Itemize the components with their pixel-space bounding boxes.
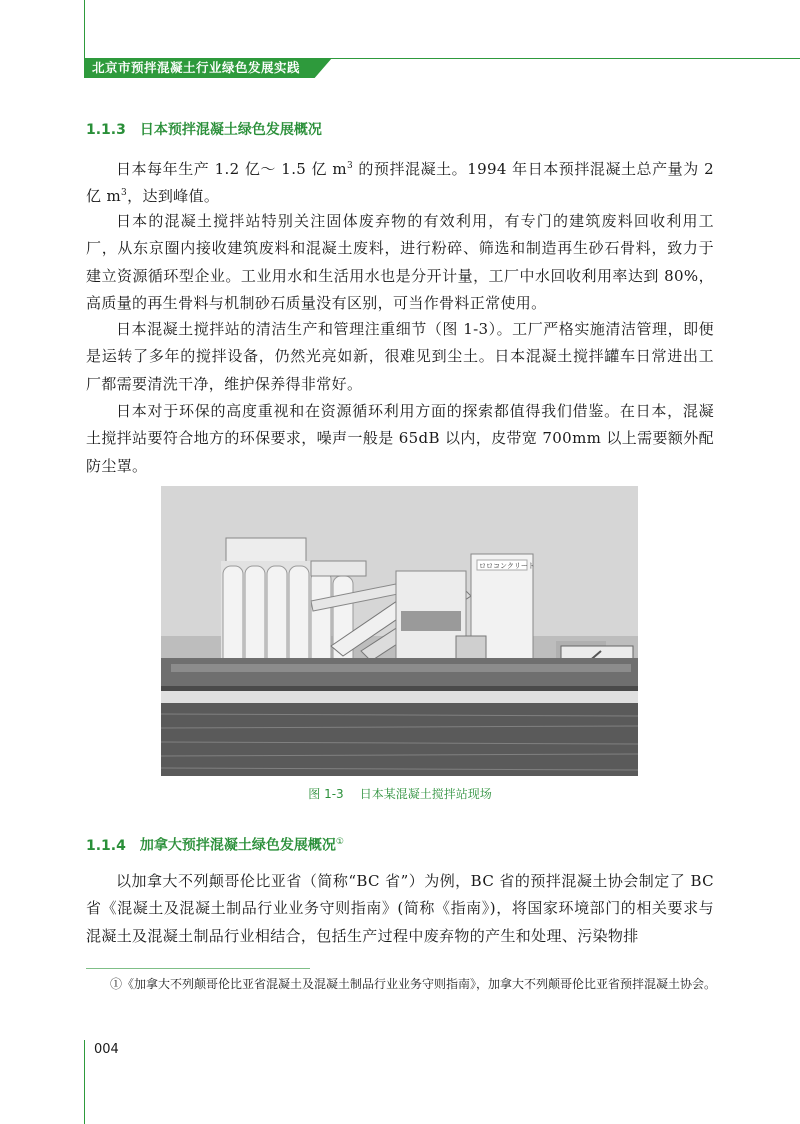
page-frame-top: [84, 0, 800, 58]
paragraph-production: [86, 156, 714, 211]
superscript: 3: [346, 161, 354, 171]
footnote: ①《加拿大不列颠哥伦比亚省混凝土及混凝土制品行业业务守则指南》，加拿大不列颠哥伦比亚省预拌混凝土协会。: [110, 977, 717, 991]
figure-caption: [0, 785, 800, 802]
section-title: 加拿大预拌混凝土绿色发展概况: [139, 837, 336, 854]
page-number: 004: [94, 1042, 119, 1057]
section-heading-1-1-4: [86, 832, 344, 852]
paragraph-text: 的预拌混凝土。1994 年日本预拌混凝土总产量为 2 亿 m: [86, 160, 714, 206]
plant-photo-illustration: [161, 486, 638, 776]
paragraph-text: ，达到峰值。: [127, 187, 220, 206]
footnote-divider: [86, 968, 310, 969]
paragraph-text: 日本每年生产 1.2 亿～ 1.5 亿 m: [116, 160, 347, 178]
paragraph-environmental: 日本对于环保的高度重视和在资源循环利用方面的探索都值得我们借鉴。在日本，混凝土搅拌站要符合地方的环保要求，噪声一般是 65dB 以内，皮带宽 700mm 以上需要额外配防尘罩。: [86, 402, 714, 475]
section-title: 日本预拌混凝土绿色发展概况: [139, 122, 322, 138]
figure-number: 图 1-3: [308, 787, 344, 801]
footnote-marker: ①: [335, 837, 344, 847]
paragraph-canada: 以加拿大不列颠哥伦比亚省（简称“BC 省”）为例，BC 省的预拌混凝土协会制定了 BC 省《混凝土及混凝土制品行业业务守则指南》(简称《指南》)，将国家环境部门的相关要求与混凝土及混凝土制品行业相结合，包括生产过程中废弃物的产生和处理、污染物排: [86, 872, 714, 945]
section-heading-1-1-3: [86, 120, 322, 140]
figure-concrete-plant-photo: [161, 486, 638, 776]
paragraph-waste-recycling: 日本的混凝土搅拌站特别关注固体废弃物的有效利用，有专门的建筑废料回收利用工厂，从东京圈内接收建筑废料和混凝土废料，进行粉碎、筛选和制造再生砂石骨料，致力于建立资源循环型企业。工业用水和生活用水也是分开计量，工厂中水回收利用率达到 80%，高质量的再生骨料与机制砂石质量没有区别，可当作骨料正常使用。: [86, 212, 714, 313]
plant-sign-text: ロロコンクリート: [479, 562, 535, 570]
section-number: 1.1.4: [86, 837, 126, 854]
paragraph-clean-production: 日本混凝土搅拌站的清洁生产和管理注重细节（图 1-3）。工厂严格实施清洁管理，即便是运转了多年的搅拌设备，仍然光亮如新，很难见到尘土。日本混凝土搅拌罐车日常进出工厂都需要清洗干净，维护保养得非常好。: [86, 320, 714, 393]
figure-caption-text: 日本某混凝土搅拌站现场: [359, 787, 492, 801]
section-number: 1.1.3: [86, 122, 126, 138]
page-frame-bottom: [84, 1040, 85, 1124]
superscript: 3: [121, 188, 128, 199]
running-header-title: 北京市预拌混凝土行业绿色发展实践: [92, 60, 301, 75]
